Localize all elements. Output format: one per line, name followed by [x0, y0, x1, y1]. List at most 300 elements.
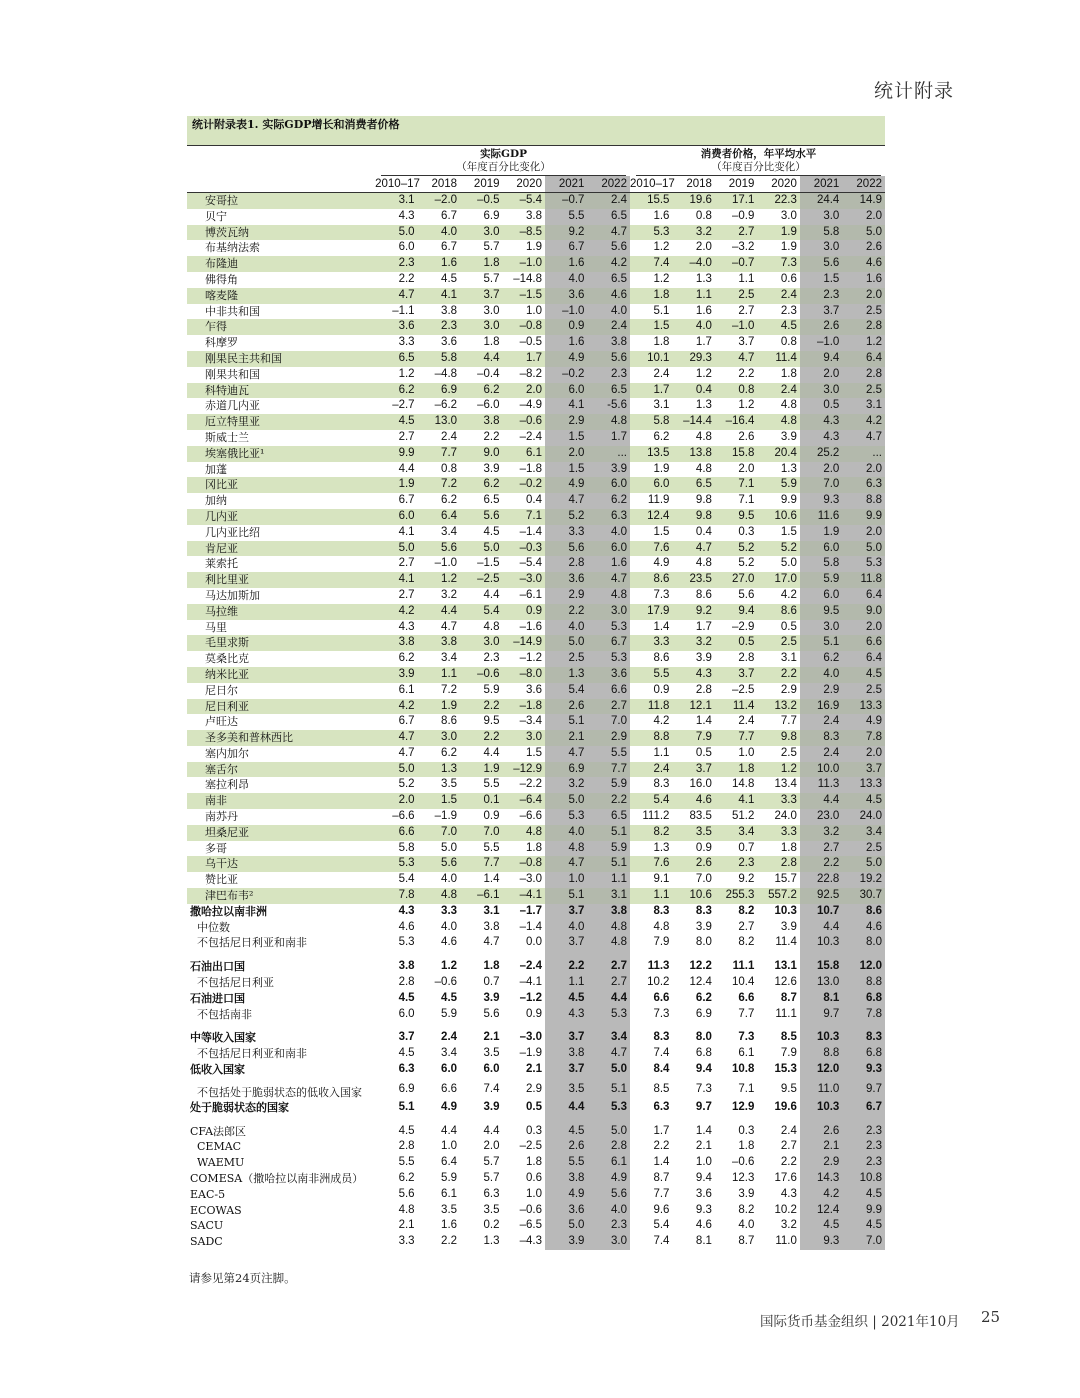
- table-cell: 8.1: [695, 1235, 712, 1248]
- table-cell: 3.3: [757, 825, 799, 841]
- table-cell: 2.0: [695, 241, 712, 254]
- table-cell: 4.1: [545, 398, 587, 414]
- table-cell: 6.2: [653, 430, 670, 443]
- table-cell: 4.6: [695, 1219, 712, 1232]
- table-cell: 1.6: [418, 256, 460, 272]
- table-row: [187, 256, 885, 272]
- table-row: [187, 935, 885, 951]
- table-cell: 0.5: [780, 620, 797, 633]
- table-cell: 5.8: [418, 351, 460, 367]
- table-cell: 2.0: [503, 383, 545, 399]
- table-cell: 1.3: [545, 667, 587, 683]
- table-row: [187, 414, 885, 430]
- table-cell: 8.6: [441, 715, 458, 728]
- table-cell: 4.0: [441, 873, 458, 886]
- table-cell: 6.3: [398, 1063, 415, 1076]
- table-cell: 4.5: [398, 1124, 415, 1137]
- column-header: 2010–17: [630, 176, 672, 193]
- table-cell: 1.2: [842, 335, 885, 351]
- table-cell: 10.3: [800, 935, 842, 951]
- row-label: 加蓬: [205, 462, 227, 476]
- table-cell: 4.3: [398, 904, 415, 917]
- table-cell: 0.9: [503, 604, 545, 620]
- table-cell: 4.0: [738, 1219, 755, 1232]
- table-cell: 5.2: [738, 557, 755, 570]
- table-cell: 1.8: [483, 336, 500, 349]
- table-row: [187, 762, 885, 778]
- table-cell: 1.1: [672, 288, 714, 304]
- table-cell: 4.8: [418, 888, 460, 904]
- table-cell: 4.7: [545, 856, 587, 872]
- table-cell: 14.3: [800, 1171, 842, 1187]
- table-cell: 22.8: [800, 872, 842, 888]
- table-cell: 4.2: [375, 699, 417, 715]
- table-row: [187, 959, 885, 975]
- table-cell: 3.0: [800, 620, 842, 636]
- table-cell: –1.9: [434, 810, 458, 823]
- table-cell: 4.4: [545, 1100, 587, 1116]
- table-cell: 1.2: [738, 399, 755, 412]
- table-cell: 5.4: [545, 683, 587, 699]
- table-cell: 11.4: [757, 351, 799, 367]
- table-cell: 0.9: [695, 841, 712, 854]
- table-cell: 6.1: [398, 683, 415, 696]
- table-cell: 4.8: [545, 841, 587, 857]
- footnote: 请参见第24页注脚。: [189, 1271, 296, 1285]
- table-cell: 6.0: [800, 588, 842, 604]
- table-cell: 4.8: [695, 557, 712, 570]
- table-cell: 2.4: [757, 288, 799, 304]
- table-cell: 3.9: [695, 652, 712, 665]
- table-cell: 1.3: [695, 399, 712, 412]
- table-cell: 6.0: [587, 541, 630, 557]
- table-cell: 3.4: [715, 825, 757, 841]
- table-cell: 3.0: [587, 604, 630, 620]
- table-cell: 7.4: [653, 1047, 670, 1060]
- table-cell: 1.1: [545, 975, 587, 991]
- table-cell: 7.0: [842, 1234, 885, 1250]
- table-cell: 9.2: [738, 873, 755, 886]
- table-cell: 7.2: [418, 477, 460, 493]
- table-cell: 4.9: [545, 477, 587, 493]
- table-cell: 2.4: [441, 1031, 458, 1044]
- table-cell: 2.9: [525, 1082, 542, 1095]
- table-cell: –2.5: [732, 683, 755, 696]
- row-label: 莱索托: [205, 557, 238, 571]
- table-cell: 7.4: [630, 256, 672, 272]
- table-cell: 2.1: [800, 1139, 842, 1155]
- table-row: [187, 477, 885, 493]
- table-cell: 3.0: [503, 730, 545, 746]
- table-cell: –6.5: [519, 1219, 542, 1232]
- row-label: 不包括尼日利亚: [197, 976, 274, 990]
- table-cell: 6.4: [842, 651, 885, 667]
- table-cell: 2.8: [757, 856, 799, 872]
- table-cell: 2.6: [800, 319, 842, 335]
- table-cell: 3.6: [545, 288, 587, 304]
- table-cell: 6.2: [587, 493, 630, 509]
- table-cell: –1.2: [519, 991, 542, 1004]
- table-cell: 83.5: [689, 810, 712, 823]
- table-cell: [460, 1116, 502, 1124]
- table-cell: 20.4: [757, 446, 799, 462]
- table-cell: 5.7: [483, 272, 500, 285]
- table-cell: 0.3: [525, 1124, 542, 1137]
- table-cell: [375, 1116, 417, 1124]
- table-cell: 22.3: [757, 193, 799, 209]
- table-cell: 2.3: [800, 288, 842, 304]
- table-cell: 4.7: [587, 572, 630, 588]
- table-cell: –2.5: [519, 1140, 542, 1153]
- table-cell: –2.4: [519, 430, 542, 443]
- table-cell: 4.4: [483, 746, 500, 759]
- table-cell: 2.5: [545, 651, 587, 667]
- table-cell: 92.5: [800, 888, 842, 904]
- table-cell: 1.9: [780, 241, 797, 254]
- table-cell: 5.4: [653, 1219, 670, 1232]
- table-cell: 6.8: [842, 1046, 885, 1062]
- table-cell: –4.1: [519, 976, 542, 989]
- table-cell: 0.4: [672, 383, 714, 399]
- table-cell: 4.2: [375, 604, 417, 620]
- table-cell: –0.2: [503, 477, 545, 493]
- cpi-group-title: 消费者价格，年平均水平: [700, 148, 817, 160]
- table-cell: 2.0: [842, 288, 885, 304]
- table-cell: 3.5: [545, 1078, 587, 1100]
- table-cell: 7.3: [653, 1007, 670, 1020]
- table-cell: 2.2: [587, 793, 630, 809]
- table-row: [187, 1007, 885, 1023]
- row-label: 不包括南非: [197, 1007, 252, 1021]
- table-cell: 0.9: [483, 810, 500, 823]
- table-cell: 5.6: [483, 1007, 500, 1020]
- table-cell: 3.0: [800, 383, 842, 399]
- table-row: [187, 620, 885, 636]
- table-cell: [460, 951, 502, 959]
- table-cell: 13.8: [672, 446, 714, 462]
- row-label: 马达加斯加: [205, 588, 260, 602]
- table-row: [187, 398, 885, 414]
- table-cell: –0.2: [545, 367, 587, 383]
- table-cell: 4.0: [441, 920, 458, 933]
- table-cell: 3.8: [398, 960, 415, 973]
- table-cell: 4.7: [587, 225, 630, 241]
- row-label: 坦桑尼亚: [187, 825, 375, 841]
- table-cell: 6.2: [460, 383, 502, 399]
- row-label: 南苏丹: [205, 810, 238, 824]
- table-cell: 7.3: [653, 588, 670, 601]
- table-cell: 2.2: [738, 367, 755, 380]
- table-cell: 2.3: [483, 652, 500, 665]
- table-cell: 3.9: [375, 667, 417, 683]
- table-cell: 11.6: [800, 509, 842, 525]
- table-cell: 11.4: [775, 936, 797, 949]
- table-cell: 4.4: [483, 588, 500, 601]
- table-cell: 13.1: [774, 960, 797, 973]
- table-cell: –1.0: [545, 304, 587, 320]
- table-cell: 4.4: [398, 462, 415, 475]
- table-cell: 27.0: [715, 572, 757, 588]
- row-label: 喀麦隆: [187, 288, 375, 304]
- table-cell: 11.0: [800, 1078, 842, 1100]
- table-cell: 3.1: [375, 193, 417, 209]
- table-cell: 0.1: [460, 793, 502, 809]
- table-cell: 6.0: [375, 509, 417, 525]
- table-cell: 2.7: [738, 920, 755, 933]
- table-cell: 6.7: [441, 209, 458, 222]
- table-cell: 5.7: [483, 1172, 500, 1185]
- table-cell: 8.6: [842, 904, 885, 920]
- table-cell: 8.4: [653, 1063, 670, 1076]
- table-cell: 11.8: [630, 699, 672, 715]
- row-label: 冈比亚: [187, 477, 375, 493]
- table-row: [187, 1078, 885, 1100]
- table-cell: 2.6: [842, 240, 885, 256]
- table-cell: 7.9: [672, 730, 714, 746]
- table-cell: [630, 1022, 672, 1030]
- table-cell: 4.2: [653, 715, 670, 728]
- table-cell: 3.5: [672, 825, 714, 841]
- table-cell: 5.3: [545, 809, 587, 825]
- table-cell: 5.2: [757, 541, 799, 557]
- table-cell: 7.7: [653, 1187, 670, 1200]
- table-cell: 5.1: [587, 825, 630, 841]
- table-cell: 1.1: [738, 272, 755, 285]
- table-cell: 3.9: [587, 462, 630, 478]
- table-cell: 5.0: [780, 557, 797, 570]
- table-cell: 1.2: [757, 762, 799, 778]
- table-row: [187, 888, 885, 904]
- table-cell: 4.0: [672, 319, 714, 335]
- table-cell: 1.0: [695, 1156, 712, 1169]
- table-cell: 4.6: [441, 936, 458, 949]
- table-cell: 3.0: [460, 635, 502, 651]
- table-cell: 8.7: [653, 1172, 670, 1185]
- table-cell: 6.9: [545, 762, 587, 778]
- row-label: [187, 951, 375, 959]
- table-cell: 2.1: [483, 1031, 500, 1044]
- table-cell: 2.8: [738, 652, 755, 665]
- table-cell: 6.3: [483, 1187, 500, 1200]
- table-cell: 8.6: [695, 588, 712, 601]
- table-cell: 1.8: [460, 256, 502, 272]
- table-cell: 5.9: [441, 1007, 458, 1020]
- table-cell: 5.3: [842, 556, 885, 572]
- row-label: 卢旺达: [205, 715, 238, 729]
- table-cell: 4.8: [587, 414, 630, 430]
- table-cell: 0.9: [525, 1007, 542, 1020]
- table-cell: 1.4: [695, 1124, 712, 1137]
- table-cell: 9.4: [695, 1063, 712, 1076]
- table-cell: 9.9: [842, 509, 885, 525]
- table-cell: –0.6: [434, 976, 458, 989]
- row-label: CEMAC: [197, 1140, 242, 1154]
- table-cell: 4.8: [587, 935, 630, 951]
- table-cell: 2.6: [545, 699, 587, 715]
- table-cell: 1.2: [695, 367, 712, 380]
- table-cell: 4.0: [418, 225, 460, 241]
- table-cell: –1.0: [434, 557, 458, 570]
- table-cell: 3.5: [483, 1047, 500, 1060]
- table-cell: 2.7: [398, 430, 415, 443]
- table-cell: 7.6: [630, 856, 672, 872]
- table-cell: 4.8: [653, 920, 670, 933]
- table-cell: 3.1: [653, 399, 670, 412]
- table-cell: –3.4: [519, 715, 542, 728]
- table-cell: 3.6: [587, 667, 630, 683]
- table-cell: 2.3: [418, 319, 460, 335]
- table-cell: 2.4: [738, 715, 755, 728]
- table-row: [187, 588, 885, 604]
- table-cell: 2.9: [545, 414, 587, 430]
- table-cell: 2.0: [842, 620, 885, 636]
- table-cell: 1.5: [418, 793, 460, 809]
- column-header: 2019: [460, 176, 502, 193]
- table-cell: 10.0: [800, 762, 842, 778]
- table-cell: 2.2: [653, 1140, 670, 1153]
- row-label: 尼日尔: [205, 683, 238, 697]
- table-cell: 3.8: [483, 920, 500, 933]
- table-cell: 13.0: [418, 414, 460, 430]
- row-label: 佛得角: [205, 272, 238, 286]
- table-cell: 14.8: [732, 778, 755, 791]
- table-cell: 3.9: [695, 920, 712, 933]
- table-cell: –8.2: [519, 367, 542, 380]
- table-cell: 111.2: [642, 810, 670, 823]
- row-label: 厄立特里亚: [187, 414, 375, 430]
- table-cell: 3.4: [587, 1030, 630, 1046]
- table-cell: 10.6: [672, 888, 714, 904]
- table-row: [187, 225, 885, 241]
- row-label: 赞比亚: [205, 873, 238, 887]
- row-label: ECOWAS: [190, 1203, 242, 1217]
- table-cell: 6.6: [441, 1082, 458, 1095]
- table-cell: 2.8: [398, 1140, 415, 1153]
- table-cell: 13.2: [757, 699, 799, 715]
- table-cell: [800, 951, 842, 959]
- table-cell: 9.0: [460, 446, 502, 462]
- table-cell: 7.7: [460, 856, 502, 872]
- table-cell: 1.4: [653, 1156, 670, 1169]
- table-cell: 5.4: [460, 604, 502, 620]
- table-cell: 2.2: [441, 1235, 458, 1248]
- table-cell: [418, 1116, 460, 1124]
- row-label: 乍得: [187, 319, 375, 335]
- table-cell: 9.7: [695, 1100, 712, 1113]
- table-cell: 23.0: [800, 809, 842, 825]
- table-cell: 7.3: [695, 1082, 712, 1095]
- table-cell: 3.0: [800, 240, 842, 256]
- table-cell: 4.5: [398, 991, 415, 1004]
- table-row: [187, 288, 885, 304]
- table-row: [187, 1100, 885, 1116]
- table-cell: 3.2: [545, 777, 587, 793]
- table-cell: 1.8: [483, 960, 500, 973]
- table-cell: 1.6: [695, 304, 712, 317]
- table-cell: 7.0: [587, 714, 630, 730]
- table-cell: 3.7: [800, 304, 842, 320]
- table-row: [187, 1155, 885, 1171]
- row-label: 中等收入国家: [190, 1031, 256, 1045]
- table-cell: [842, 1022, 885, 1030]
- table-cell: 2.1: [398, 1219, 415, 1232]
- row-label: 博茨瓦纳: [187, 225, 375, 241]
- table-cell: 0.5: [525, 1100, 542, 1113]
- table-cell: 1.9: [375, 477, 417, 493]
- table-cell: 4.1: [715, 793, 757, 809]
- table-cell: –0.6: [519, 1203, 542, 1216]
- table-cell: 3.8: [587, 335, 630, 351]
- table-cell: 11.1: [775, 1007, 797, 1020]
- table-cell: [503, 1116, 545, 1124]
- table-cell: 0.8: [695, 209, 712, 222]
- table-cell: –1.4: [519, 920, 542, 933]
- table-cell: 2.9: [800, 1155, 842, 1171]
- table-cell: 5.2: [715, 541, 757, 557]
- table-cell: 3.8: [525, 209, 542, 222]
- table-cell: [715, 951, 757, 959]
- table-cell: 3.7: [545, 1062, 587, 1078]
- table-cell: 6.0: [630, 477, 672, 493]
- table-cell: 7.0: [695, 873, 712, 886]
- table-cell: 2.3: [842, 1124, 885, 1140]
- table-cell: 1.4: [483, 873, 500, 886]
- table-cell: [800, 1116, 842, 1124]
- row-label: 利比里亚: [187, 572, 375, 588]
- table-cell: 4.8: [695, 462, 712, 475]
- table-cell: 3.0: [780, 209, 797, 222]
- table-cell: 9.5: [483, 715, 500, 728]
- table-cell: 1.7: [587, 430, 630, 446]
- table-cell: 5.6: [418, 856, 460, 872]
- table-cell: [800, 1022, 842, 1030]
- table-cell: 5.3: [375, 856, 417, 872]
- row-label: 塞拉利昂: [205, 778, 249, 792]
- table-cell: 5.0: [587, 1124, 630, 1140]
- table-cell: 1.2: [653, 241, 670, 254]
- table-cell: 3.9: [483, 991, 500, 1004]
- header-group-gdp: [375, 146, 630, 176]
- table-cell: [757, 1022, 799, 1030]
- table-cell: 0.3: [738, 1124, 755, 1137]
- table-cell: 8.8: [630, 730, 672, 746]
- table-cell: 4.7: [545, 746, 587, 762]
- table-cell: 2.7: [780, 1140, 797, 1153]
- table-cell: 11.3: [800, 777, 842, 793]
- table-cell: 1.0: [738, 746, 755, 759]
- table-cell: 7.7: [738, 1007, 755, 1020]
- table-cell: 8.3: [695, 904, 712, 917]
- row-label: [187, 1022, 375, 1030]
- table-cell: –4.1: [503, 888, 545, 904]
- table-cell: 1.9: [800, 525, 842, 541]
- table-row: [187, 841, 885, 857]
- table-cell: 3.0: [460, 225, 502, 241]
- table-cell: 6.0: [545, 383, 587, 399]
- header-spacer: [187, 176, 375, 193]
- table-cell: 6.2: [460, 477, 502, 493]
- row-label: 南非: [187, 793, 375, 809]
- table-cell: 5.3: [587, 620, 630, 636]
- table-cell: 5.8: [630, 414, 672, 430]
- table-cell: 3.1: [483, 904, 500, 917]
- table-cell: 16.0: [689, 778, 712, 791]
- table-cell: 1.9: [418, 699, 460, 715]
- table-cell: 5.9: [587, 777, 630, 793]
- table-cell: 4.0: [545, 920, 587, 936]
- table-row: [187, 209, 885, 225]
- table-cell: 1.4: [695, 715, 712, 728]
